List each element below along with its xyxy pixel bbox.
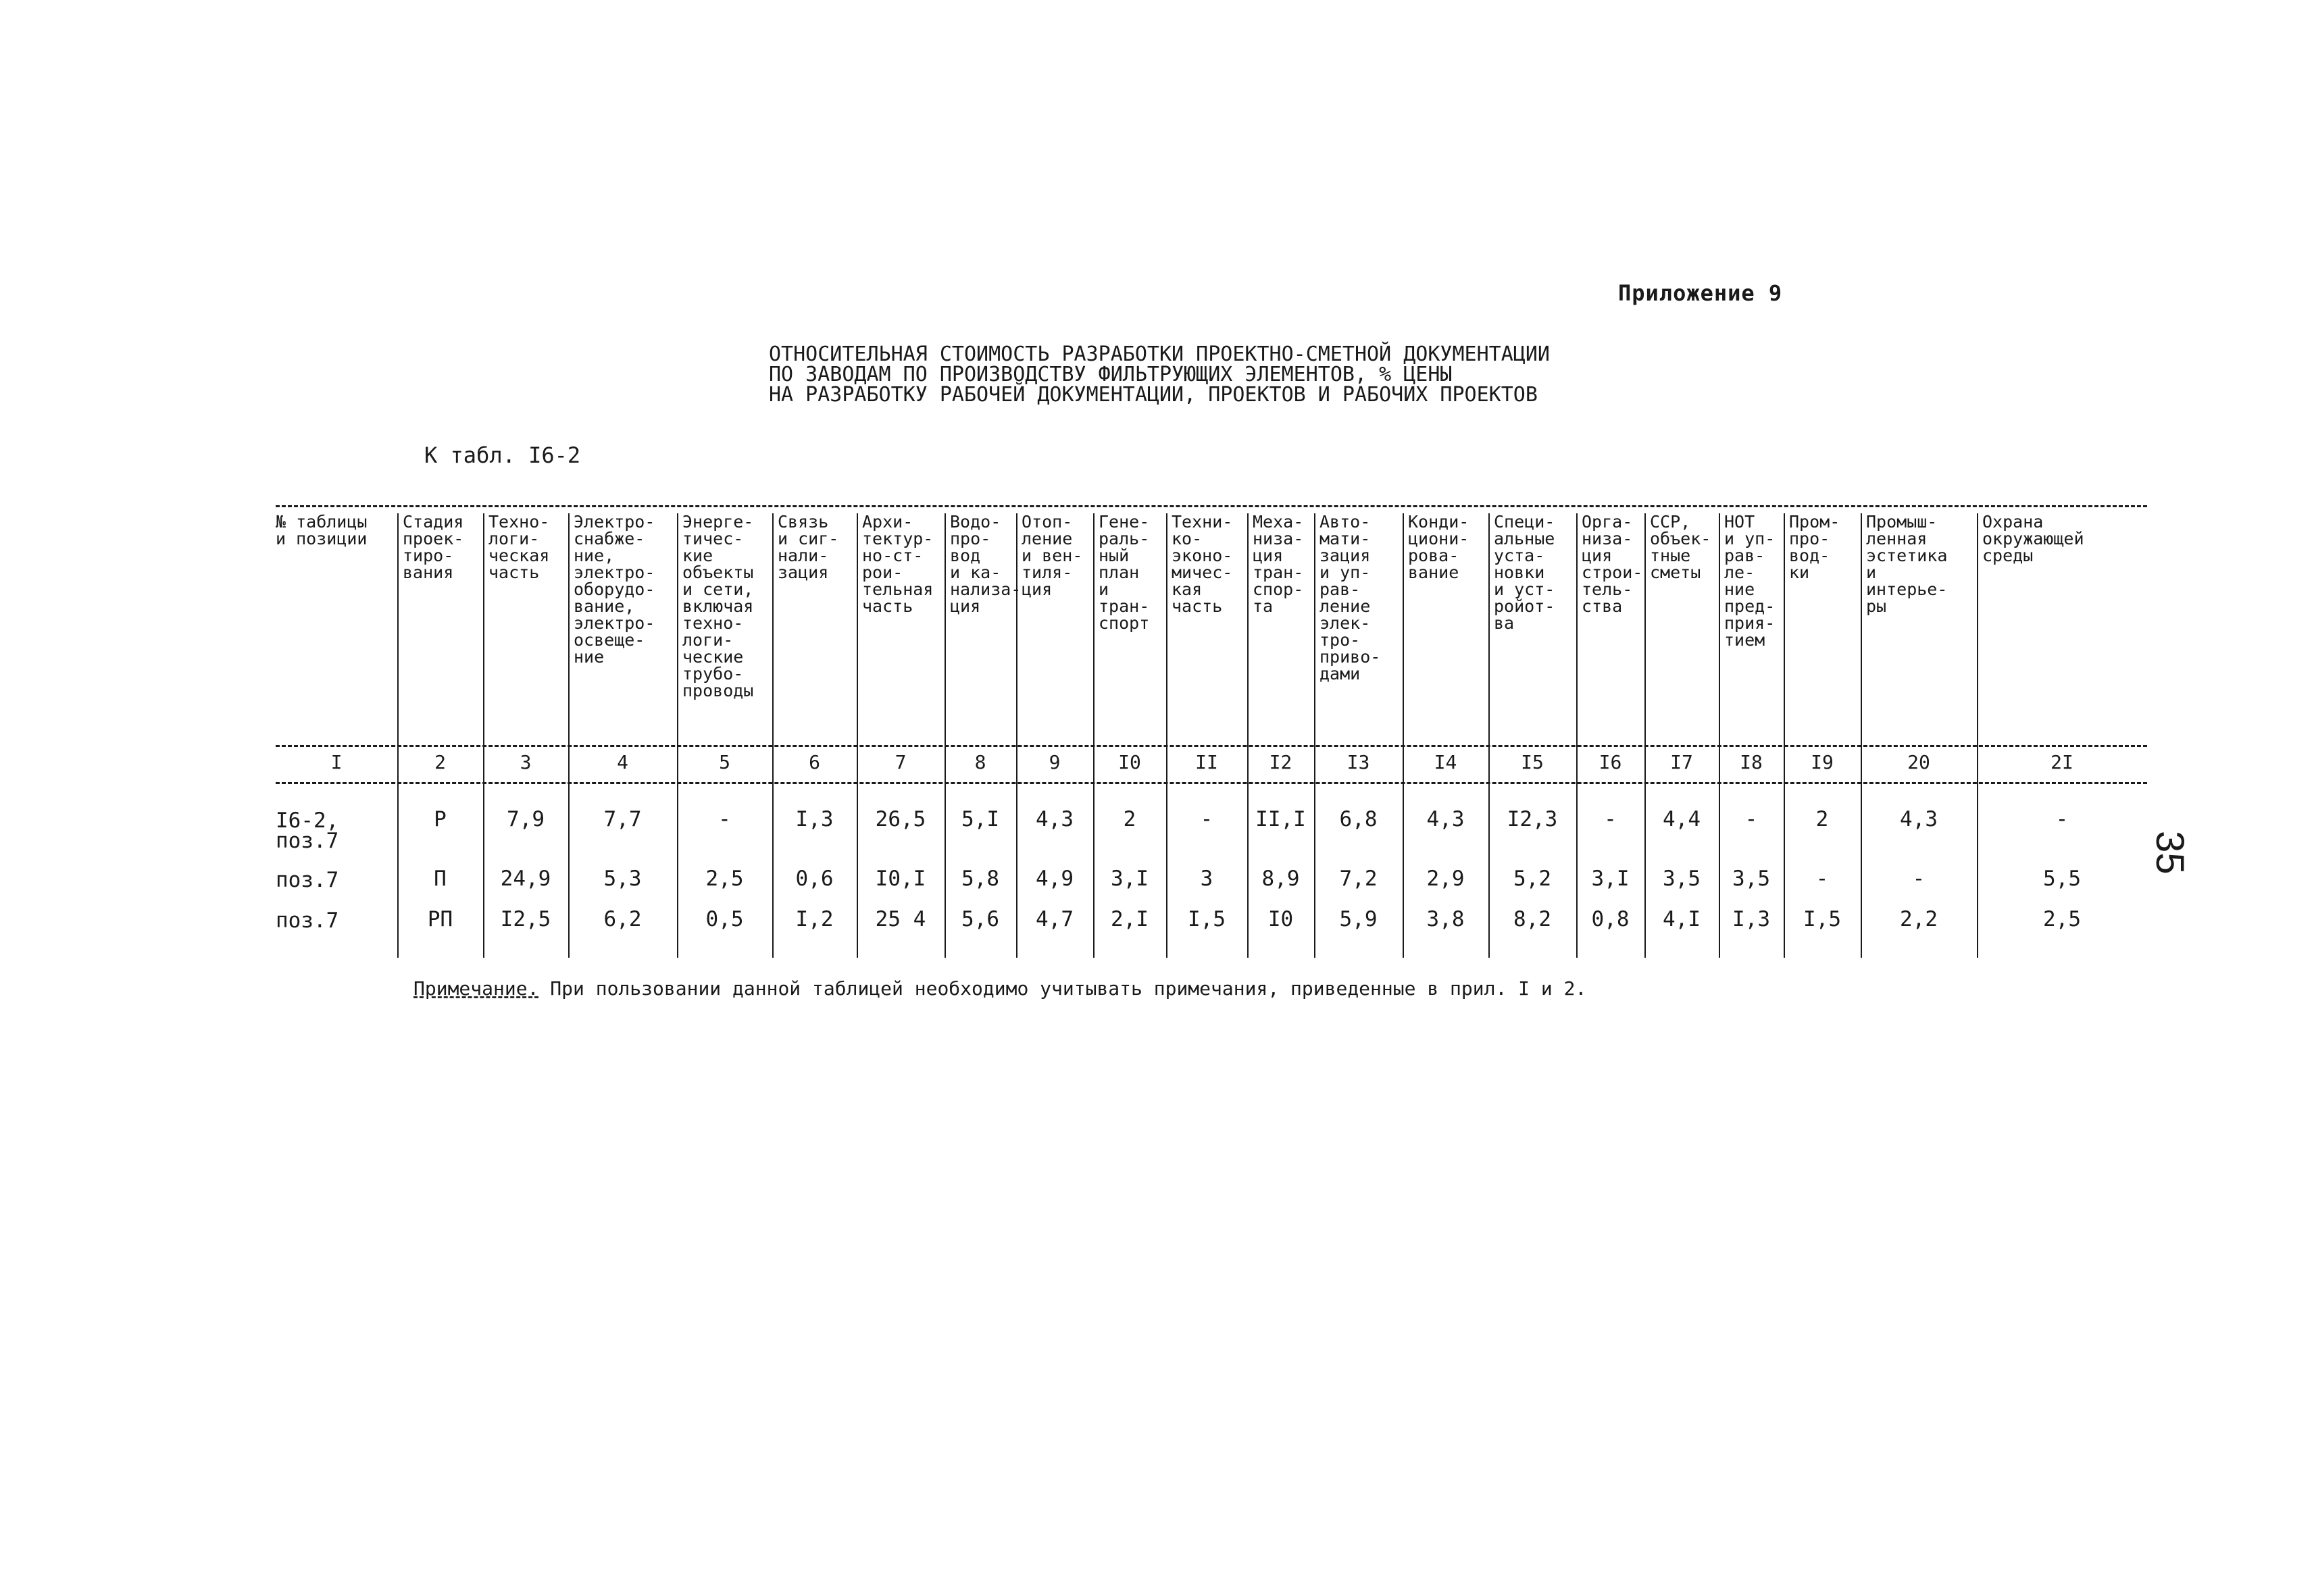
column-header-18: НОТ и уп- рав- ле- ние пред- прия- тием bbox=[1719, 513, 1784, 743]
table-cell: 0,5 bbox=[705, 907, 744, 931]
column-number: 7 bbox=[895, 751, 907, 773]
table-cell: 8,2 bbox=[1513, 907, 1551, 931]
table-cell: I0 bbox=[1267, 907, 1294, 931]
table-cell: 2,I bbox=[1111, 907, 1149, 931]
table-cell: 4,I bbox=[1663, 907, 1701, 931]
column-header-21: Охрана окружающей среды bbox=[1977, 513, 2147, 743]
column-header-14: Конди- циони- рова- вание bbox=[1403, 513, 1488, 743]
column-header-4: Электро- снабже- ние, электро- оборудо- вание, электро- освеще- ние bbox=[568, 513, 677, 743]
table-cell: - bbox=[1200, 807, 1213, 831]
column-header-13: Авто- мати- зация и уп- рав- ление элек- тро- приво- дами bbox=[1314, 513, 1403, 743]
column-header-12: Меха- низа- ция тран- спор- та bbox=[1247, 513, 1314, 743]
table-cell: 4,7 bbox=[1036, 907, 1074, 931]
table-cell: I,2 bbox=[795, 907, 834, 931]
table-cell: 0,8 bbox=[1591, 907, 1630, 931]
table-cell: 6,8 bbox=[1339, 807, 1378, 831]
column-header-3: Техно- логи- ческая часть bbox=[483, 513, 568, 743]
table-cell: 5,I bbox=[961, 807, 999, 831]
column-number: I bbox=[330, 751, 343, 773]
table-cell: РП bbox=[427, 907, 453, 931]
table-cell: 5,3 bbox=[603, 867, 642, 891]
title-line-1: ОТНОСИТЕЛЬНАЯ СТОИМОСТЬ РАЗРАБОТКИ ПРОЕКТНО-СМЕТНОЙ ДОКУМЕНТАЦИИ bbox=[769, 342, 1550, 366]
table-cell: 5,5 bbox=[2043, 867, 2081, 891]
table-reference: К табл. I6-2 bbox=[424, 442, 581, 468]
column-number: 9 bbox=[1049, 751, 1061, 773]
appendix-label: Приложение 9 bbox=[1618, 280, 1783, 306]
table-cell: 8,9 bbox=[1261, 867, 1300, 891]
column-header-20: Промыш- ленная эстетика и интерье- ры bbox=[1861, 513, 1977, 743]
row-label: поз.7 bbox=[276, 868, 339, 892]
column-number: I8 bbox=[1740, 751, 1763, 773]
column-number: I9 bbox=[1811, 751, 1834, 773]
note-label: Примечание. bbox=[413, 977, 539, 1000]
table-cell: 5,6 bbox=[961, 907, 999, 931]
column-number: I6 bbox=[1599, 751, 1622, 773]
table-cell: - bbox=[2055, 807, 2069, 831]
table-top-rule bbox=[276, 505, 2147, 507]
table-cell: 24,9 bbox=[500, 867, 551, 891]
column-number: I3 bbox=[1347, 751, 1370, 773]
column-number: 4 bbox=[617, 751, 628, 773]
table-cell: I2,3 bbox=[1507, 807, 1558, 831]
table-cell: 2 bbox=[1815, 807, 1829, 831]
page-number: 35 bbox=[2148, 831, 2192, 875]
cost-table bbox=[276, 505, 2147, 971]
table-cell: 5,9 bbox=[1339, 907, 1378, 931]
row-label: I6-2, поз.7 bbox=[276, 808, 339, 853]
table-cell: 2,2 bbox=[1900, 907, 1938, 931]
note-text: При пользовании данной таблицей необходимо учитывать примечания, приведенные в прил. I и 2. bbox=[538, 977, 1587, 1000]
column-number: 6 bbox=[809, 751, 820, 773]
table-cell: 0,6 bbox=[795, 867, 834, 891]
column-number: I5 bbox=[1521, 751, 1544, 773]
table-cell: 6,2 bbox=[603, 907, 642, 931]
table-cell: 2 bbox=[1123, 807, 1136, 831]
table-cell: 7,2 bbox=[1339, 867, 1378, 891]
column-number: I0 bbox=[1118, 751, 1141, 773]
column-number: I2 bbox=[1269, 751, 1292, 773]
title-line-3: НА РАЗРАБОТКУ РАБОЧЕЙ ДОКУМЕНТАЦИИ, ПРОЕКТОВ И РАБОЧИХ ПРОЕКТОВ bbox=[769, 383, 1538, 407]
column-header-16: Орга- низа- ция строи- тель- ства bbox=[1576, 513, 1644, 743]
table-cell: - bbox=[718, 807, 731, 831]
table-cell: Р bbox=[434, 807, 447, 831]
column-header-19: Пром- про- вод- ки bbox=[1784, 513, 1861, 743]
table-cell: 4,9 bbox=[1036, 867, 1074, 891]
column-number: 3 bbox=[520, 751, 532, 773]
table-cell: 4,3 bbox=[1036, 807, 1074, 831]
table-cell: 2,5 bbox=[705, 867, 744, 891]
table-cell: 3,I bbox=[1111, 867, 1149, 891]
table-cell: 4,3 bbox=[1426, 807, 1465, 831]
table-cell: I,5 bbox=[1803, 907, 1841, 931]
column-header-6: Связь и сиг- нали- зация bbox=[772, 513, 857, 743]
table-cell: 7,7 bbox=[603, 807, 642, 831]
column-number: I7 bbox=[1670, 751, 1693, 773]
table-cell: 2,5 bbox=[2043, 907, 2081, 931]
column-header-10: Гене- раль- ный план и тран- спорт bbox=[1093, 513, 1166, 743]
table-cell: 5,2 bbox=[1513, 867, 1551, 891]
column-header-7: Архи- тектур- но-ст- рои- тельная часть bbox=[857, 513, 945, 743]
column-number: II bbox=[1195, 751, 1218, 773]
column-header-11: Техни- ко- эконо- мичес- кая часть bbox=[1166, 513, 1247, 743]
table-cell: - bbox=[1912, 867, 1926, 891]
table-cell: - bbox=[1815, 867, 1829, 891]
table-cell: II,I bbox=[1255, 807, 1306, 831]
table-cell: 25 4 bbox=[875, 907, 926, 931]
column-header-15: Специ- альные уста- новки и уст- ройот- ва bbox=[1488, 513, 1576, 743]
table-cell: I,3 bbox=[1732, 907, 1770, 931]
table-cell: П bbox=[434, 867, 447, 891]
column-number: 20 bbox=[1907, 751, 1930, 773]
column-number: 8 bbox=[974, 751, 986, 773]
header-bottom-rule bbox=[276, 745, 2147, 747]
column-number: I4 bbox=[1434, 751, 1457, 773]
table-cell: 3,8 bbox=[1426, 907, 1465, 931]
table-cell: 3 bbox=[1200, 867, 1213, 891]
table-cell: 3,I bbox=[1591, 867, 1630, 891]
column-header-9: Отоп- ление и вен- тиля- ция bbox=[1016, 513, 1093, 743]
column-header-5: Энерге- тичес- кие объекты и сети, включая техно- логи- ческие трубо- проводы bbox=[677, 513, 772, 743]
table-cell: I0,I bbox=[875, 867, 926, 891]
table-cell: I,5 bbox=[1188, 907, 1226, 931]
table-cell: - bbox=[1744, 807, 1758, 831]
row-label: поз.7 bbox=[276, 908, 339, 933]
table-cell: 3,5 bbox=[1663, 867, 1701, 891]
table-cell: - bbox=[1604, 807, 1617, 831]
table-cell: 7,9 bbox=[507, 807, 545, 831]
column-header-2: Стадия проек- тиро- вания bbox=[397, 513, 483, 743]
column-header-1: № таблицы и позиции bbox=[276, 512, 368, 548]
number-row-rule bbox=[276, 782, 2147, 784]
column-number: 2 bbox=[434, 751, 446, 773]
column-header-17: ССР, объек- тные сметы bbox=[1644, 513, 1719, 743]
table-cell: 3,5 bbox=[1732, 867, 1770, 891]
table-cell: 4,3 bbox=[1900, 807, 1938, 831]
column-header-8: Водо- про- вод и ка- нализа- ция bbox=[945, 513, 1016, 743]
table-cell: 5,8 bbox=[961, 867, 999, 891]
title-line-2: ПО ЗАВОДАМ ПО ПРОИЗВОДСТВУ ФИЛЬТРУЮЩИХ ЭЛЕМЕНТОВ, % ЦЕНЫ bbox=[769, 363, 1453, 386]
document-title bbox=[769, 344, 1607, 405]
column-number: 5 bbox=[719, 751, 730, 773]
column-number: 2I bbox=[2051, 751, 2073, 773]
table-cell: 4,4 bbox=[1663, 807, 1701, 831]
table-cell: 26,5 bbox=[875, 807, 926, 831]
table-cell: I,3 bbox=[795, 807, 834, 831]
table-cell: 2,9 bbox=[1426, 867, 1465, 891]
table-cell: I2,5 bbox=[500, 907, 551, 931]
table-note bbox=[413, 977, 1586, 1000]
